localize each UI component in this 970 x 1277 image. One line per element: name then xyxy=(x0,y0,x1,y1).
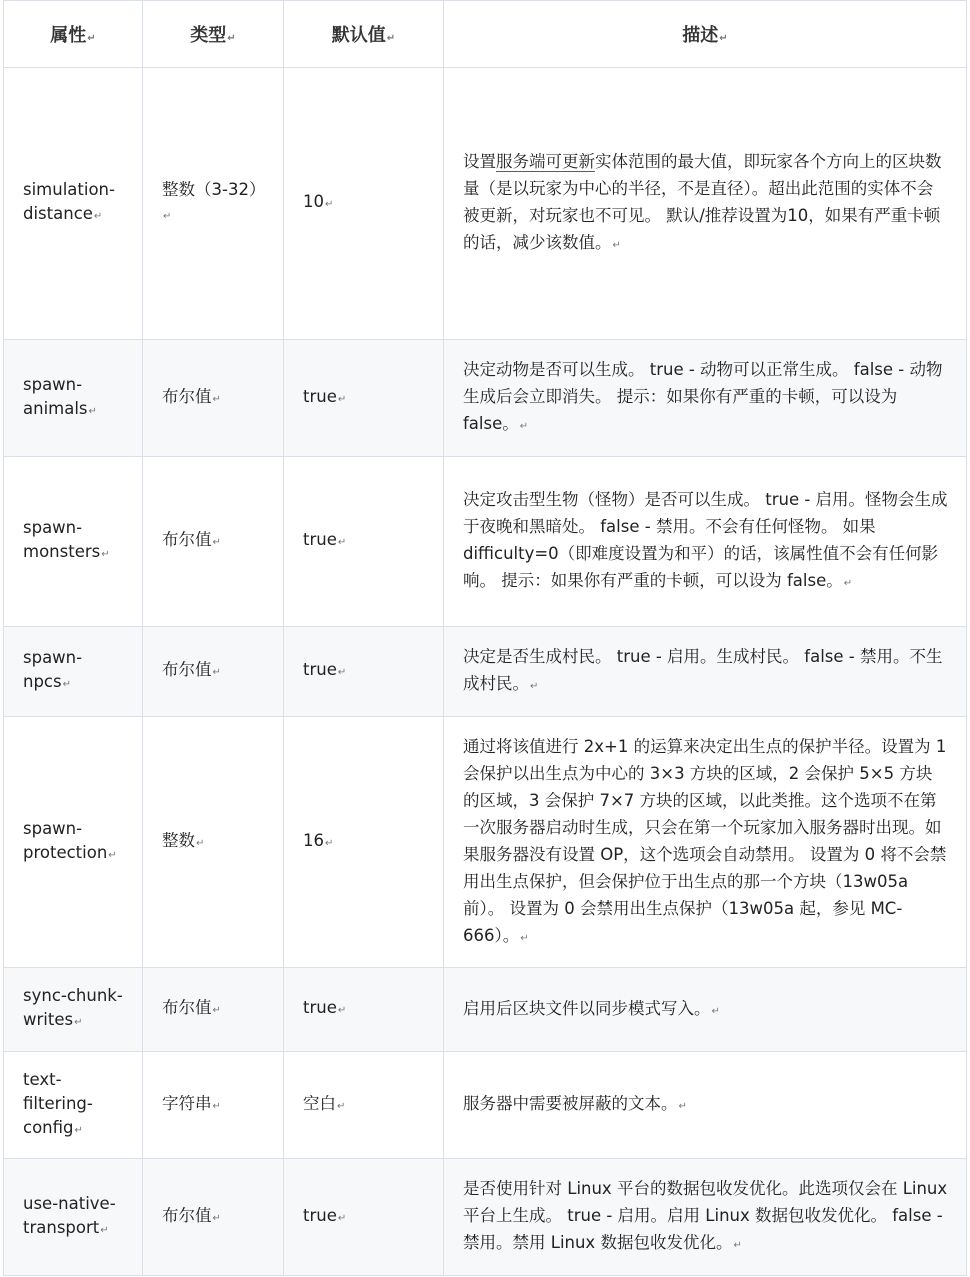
property-type: 布尔值↵ xyxy=(143,627,284,717)
paragraph-mark-icon: ↵ xyxy=(196,837,205,849)
property-type: 布尔值↵ xyxy=(143,968,284,1052)
header-row xyxy=(4,1,967,68)
table-row xyxy=(4,68,967,340)
paragraph-mark-icon: ↵ xyxy=(74,1017,83,1028)
paragraph-mark-icon: ↵ xyxy=(100,1224,109,1236)
header-type: 类型↵ xyxy=(143,1,284,68)
paragraph-mark-icon: ↵ xyxy=(227,33,236,44)
table-row xyxy=(4,1052,967,1159)
property-default: true↵ xyxy=(284,340,444,457)
property-type: 整数（3-32）↵ xyxy=(143,68,284,340)
paragraph-mark-icon: ↵ xyxy=(325,199,334,210)
property-name: spawn-monsters↵ xyxy=(4,457,143,627)
paragraph-mark-icon: ↵ xyxy=(719,33,728,44)
paragraph-mark-icon: ↵ xyxy=(530,681,539,692)
table-row xyxy=(4,457,967,627)
property-name: sync-chunk-writes↵ xyxy=(4,968,143,1052)
paragraph-mark-icon: ↵ xyxy=(386,33,396,44)
paragraph-mark-icon: ↵ xyxy=(163,211,172,222)
table-row xyxy=(4,1159,967,1276)
paragraph-mark-icon: ↵ xyxy=(101,549,110,560)
paragraph-mark-icon: ↵ xyxy=(678,1101,687,1112)
paragraph-mark-icon: ↵ xyxy=(74,1124,83,1136)
table-row xyxy=(4,627,967,717)
paragraph-mark-icon: ↵ xyxy=(733,1240,742,1251)
paragraph-mark-icon: ↵ xyxy=(212,1005,221,1016)
paragraph-mark-icon: ↵ xyxy=(612,240,621,251)
property-default: true↵ xyxy=(284,1159,444,1276)
property-name: spawn-animals↵ xyxy=(4,340,143,457)
property-name: spawn-npcs↵ xyxy=(4,627,143,717)
paragraph-mark-icon: ↵ xyxy=(93,211,103,222)
property-description: 设置服务端可更新实体范围的最大值，即玩家各个方向上的区块数量（是以玩家为中心的半径，不是直径）。超出此范围的实体不会被更新，对玩家也不可见。 默认/推荐设置为10，如果有严重卡顿的话，减少该数值。↵ xyxy=(444,68,967,340)
property-description: 决定是否生成村民。 true - 启用。生成村民。 false - 禁用。不生成村民。↵ xyxy=(444,627,967,717)
paragraph-mark-icon: ↵ xyxy=(212,1212,221,1224)
header-description: 描述↵ xyxy=(444,1,967,68)
property-description: 决定攻击型生物（怪物）是否可以生成。 true - 启用。怪物会生成于夜晚和黑暗处。 false - 禁用。不会有任何怪物。 如果 difficulty=0（即难度设置为和平）的话，该属性值不会有任何影响。 提示：如果你有严重的卡顿，可以设为 false。↵ xyxy=(444,457,967,627)
paragraph-mark-icon: ↵ xyxy=(711,1005,720,1017)
paragraph-mark-icon: ↵ xyxy=(108,849,117,861)
property-default: 16↵ xyxy=(284,717,444,968)
property-default: 空白↵ xyxy=(284,1052,444,1159)
paragraph-mark-icon: ↵ xyxy=(212,1100,221,1112)
paragraph-mark-icon: ↵ xyxy=(337,1212,347,1224)
header-default: 默认值↵ xyxy=(284,1,444,68)
paragraph-mark-icon: ↵ xyxy=(212,537,221,548)
paragraph-mark-icon: ↵ xyxy=(62,679,71,690)
property-type: 布尔值↵ xyxy=(143,457,284,627)
property-description: 是否使用针对 Linux 平台的数据包收发优化。此选项仅会在 Linux 平台上生成。 true - 启用。启用 Linux 数据包收发优化。 false - 禁用。禁用 Linux 数据包收发优化。↵ xyxy=(444,1159,967,1276)
property-description: 服务器中需要被屏蔽的文本。↵ xyxy=(444,1052,967,1159)
paragraph-mark-icon: ↵ xyxy=(325,837,334,849)
properties-table xyxy=(3,0,967,1276)
paragraph-mark-icon: ↵ xyxy=(337,1005,347,1016)
property-name: text-filtering-config↵ xyxy=(4,1052,143,1159)
property-type: 整数↵ xyxy=(143,717,284,968)
property-type: 布尔值↵ xyxy=(143,1159,284,1276)
property-name: use-native-transport↵ xyxy=(4,1159,143,1276)
paragraph-mark-icon: ↵ xyxy=(88,405,97,417)
paragraph-mark-icon: ↵ xyxy=(337,1100,346,1112)
paragraph-mark-icon: ↵ xyxy=(519,421,529,432)
property-description: 决定动物是否可以生成。 true - 动物可以正常生成。 false - 动物生成后会立即消失。 提示：如果你有严重的卡顿，可以设为 false。↵ xyxy=(444,340,967,457)
property-default: 10↵ xyxy=(284,68,444,340)
property-description: 通过将该值进行 2x+1 的运算来决定出生点的保护半径。设置为 1 会保护以出生点为中心的 3×3 方块的区域，2 会保护 5×5 方块的区域，3 会保护 7×7 方块的区域，以此类推。这个选项不在第一次服务器启动时生成，只会在第一个玩家加入服务器时出现。如果服务器没有设置 OP，这个选项会自动禁用。 设置为 0 将不会禁用出生点保护，但会保护位于出生点的那一个方块（13w05a 前）。 设置为 0 会禁用出生点保护（13w05a 起，参见 MC-666）。↵ xyxy=(444,717,967,968)
server-update-link[interactable]: 服务端可更新 xyxy=(496,152,595,171)
paragraph-mark-icon: ↵ xyxy=(337,667,347,678)
paragraph-mark-icon: ↵ xyxy=(212,667,221,678)
table-row xyxy=(4,717,967,968)
property-description: 启用后区块文件以同步模式写入。↵ xyxy=(444,968,967,1052)
property-default: true↵ xyxy=(284,627,444,717)
header-property: 属性↵ xyxy=(4,1,143,68)
paragraph-mark-icon: ↵ xyxy=(520,932,529,944)
table-row xyxy=(4,968,967,1052)
paragraph-mark-icon: ↵ xyxy=(337,537,347,548)
property-name: simulation-distance↵ xyxy=(4,68,143,340)
table-row xyxy=(4,340,967,457)
property-default: true↵ xyxy=(284,457,444,627)
paragraph-mark-icon: ↵ xyxy=(337,393,347,405)
paragraph-mark-icon: ↵ xyxy=(87,33,96,44)
property-type: 布尔值↵ xyxy=(143,340,284,457)
property-default: true↵ xyxy=(284,968,444,1052)
property-type: 字符串↵ xyxy=(143,1052,284,1159)
paragraph-mark-icon: ↵ xyxy=(843,578,853,589)
paragraph-mark-icon: ↵ xyxy=(212,393,221,405)
property-name: spawn-protection↵ xyxy=(4,717,143,968)
